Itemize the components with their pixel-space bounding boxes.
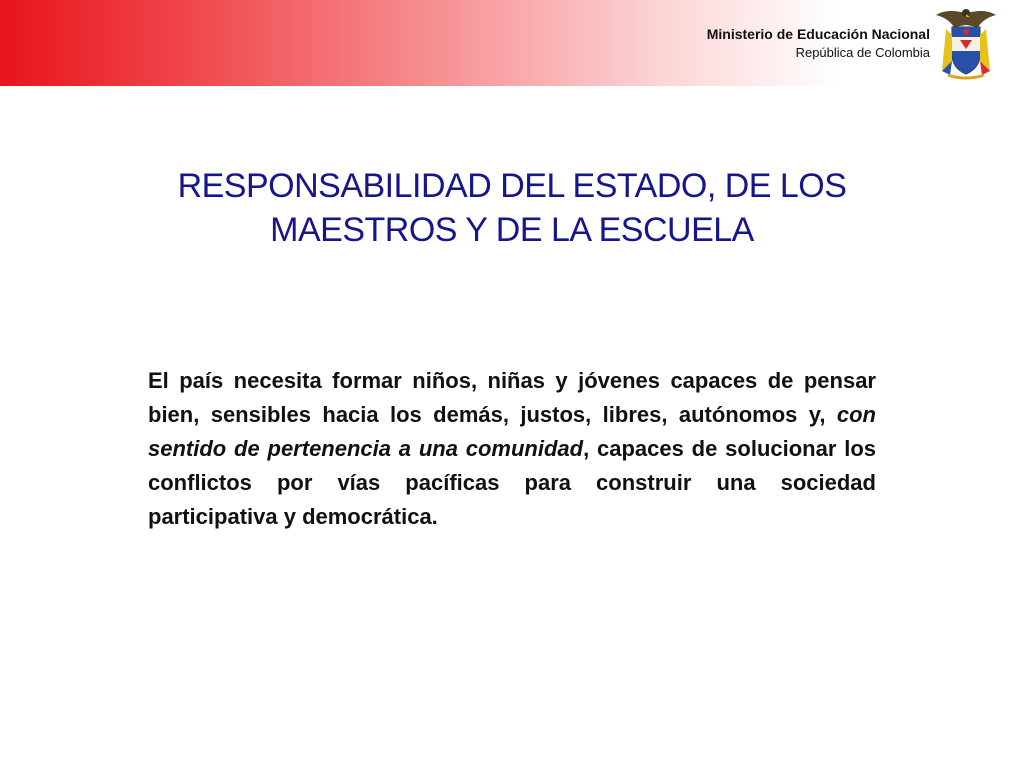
- title-line-2: MAESTROS Y DE LA ESCUELA: [270, 211, 754, 249]
- slide-title: [100, 164, 924, 252]
- body-text-italic: con sentido de pertenencia a una comunidad: [148, 402, 876, 461]
- body-text-part-2: , capaces de solucionar los conflictos por vías pacíficas para construir una sociedad participativa y democrática.: [148, 436, 876, 529]
- ministry-label: [707, 24, 930, 62]
- country-name: República de Colombia: [795, 45, 930, 60]
- ministry-name: Ministerio de Educación Nacional: [706, 26, 930, 42]
- slide-body-paragraph: [148, 364, 876, 534]
- body-text-part-1: El país necesita formar niños, niñas y jóvenes capaces de pensar bien, sensibles hacia los demás, justos, libres, autónomos y,: [148, 368, 876, 427]
- title-line-1: RESPONSABILIDAD DEL ESTADO, DE LOS: [177, 167, 847, 205]
- colombia-coat-of-arms-icon: [932, 5, 1000, 81]
